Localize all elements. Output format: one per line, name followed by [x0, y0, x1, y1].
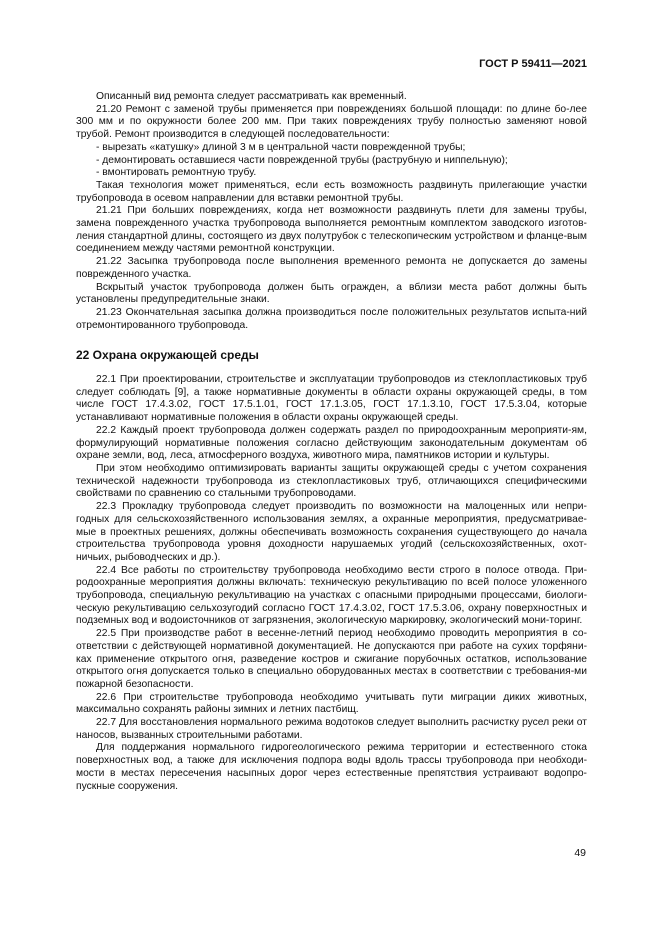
- section-paragraphs: [76, 374, 587, 793]
- paragraph: Для поддержания нормального гидрогеологического режима территории и естественного стока поверхностных вод, а также для исключения подпора воды вдоль трассы трубопровода при необходи-мости в местах пересечения насыпных дорог через естественные препятствия устраивают водопро-пускные сооружения.: [76, 742, 587, 792]
- top-paragraphs: [76, 91, 587, 332]
- paragraph: 22.2 Каждый проект трубопровода должен содержать раздел по природоохранным мероприяти-ям, формулирующий нормативные положения согласно действующим законодательным документам об охране земли, вод, леса, атмосферного воздуха, животного мира, памятников истории и культуры.: [76, 424, 587, 462]
- paragraph: - демонтировать оставшиеся части поврежденной трубы (раструбную и ниппельную);: [96, 154, 508, 166]
- paragraph: 22.3 Прокладку трубопровода следует производить по возможности на малоценных или непри-годных для сельскохозяйственного использования землях, а охранные мероприятия, предусматривае-мые в проектных решениях, должны обеспечивать возможность сохранения существующего до начала строительства трубопровода уровня доходности нарушаемых угодий (сельскохозяйственных, охот-ничьих, рыбоводческих и др.).: [76, 501, 587, 563]
- paragraph: 22.1 При проектировании, строительстве и эксплуатации трубопроводов из стеклопластиковых труб следует соблюдать [9], а также нормативные документы в области охраны окружающей среды, в том числе ГОСТ 17.4.3.02, ГОСТ 17.5.1.01, ГОСТ 17.1.3.05, ГОСТ 17.1.3.10, ГОСТ 17.5.3.04, которые устанавливают нормативные положения в области охраны окружающей среды.: [76, 374, 587, 424]
- paragraph: 22.4 Все работы по строительству трубопровода необходимо вести строго в полосе отвода. При-родоохранные мероприятия должны включать: техническую рекультивацию по всей полосе уложенного трубопровода, специальную рекультивацию на участках с опасными природными процессами, биологи-ческую рекультивацию сельхозугодий согласно ГОСТ 17.4.3.02, ГОСТ 17.5.3.06, охрану поверхностных и подземных вод и водоисточников от загрязнения, экологическую маркировку, экологический мони-торинг.: [76, 564, 587, 627]
- paragraph: - вырезать «катушку» длиной 3 м в центральной части поврежденной трубы;: [96, 141, 466, 153]
- paragraph: - вмонтировать ремонтную трубу.: [96, 167, 257, 179]
- page-number: 49: [574, 847, 586, 859]
- document-body: [76, 91, 587, 793]
- paragraph: 22.7 Для восстановления нормального режима водотоков следует выполнить расчистку русел реки от наносов, вызванных строительными работами.: [76, 717, 587, 741]
- paragraph: 22.5 При производстве работ в весенне-летний период необходимо проводить мероприятия в со-ответствии с действующей нормативной документацией. Не допускаются при работе на сухих торфяни-ках применение открытого огня, разведение костров и сжигание порубочных остатков, использование открытого огня допускается только в специально оборудованных местах в соответствии с требования-ми пожарной безопасности.: [76, 628, 587, 690]
- paragraph: Вскрытый участок трубопровода должен быть огражден, а вблизи места работ должны быть установлены предупредительные знаки.: [76, 281, 587, 306]
- paragraph: 22.6 При строительстве трубопровода необходимо учитывать пути миграции диких животных, максимально сохранять районы зимних и летних пастбищ.: [76, 691, 587, 716]
- paragraph: 21.22 Засыпка трубопровода после выполнения временного ремонта не допускается до замены поврежденного участка.: [76, 256, 587, 280]
- section-title: 22 Охрана окружающей среды: [76, 348, 259, 363]
- paragraph: Такая технология может применяться, если есть возможность раздвинуть прилегающие участки трубопровода в осевом направлении для вставки ремонтной трубы.: [76, 179, 587, 204]
- paragraph: 21.23 Окончательная засыпка должна производиться после положительных результатов испыта-ний отремонтированного трубопровода.: [76, 306, 587, 331]
- paragraph: 21.21 При больших повреждениях, когда нет возможности раздвинуть плети для замены трубы, замена поврежденного участка трубопровода выполняется ремонтным комплектом заводского изготов-ления стандартной длины, состоящего из двух полутрубок с телескопическим устройством и фланце-вым соединением между частями ремонтной конструкции.: [76, 205, 587, 255]
- paragraph: Описанный вид ремонта следует рассматривать как временный.: [96, 91, 407, 102]
- document-code: ГОСТ Р 59411—2021: [479, 58, 587, 70]
- paragraph: 21.20 Ремонт с заменой трубы применяется при повреждениях большой площади: по длине бо-лее 300 мм и по окружности более 200 мм. При таких повреждениях трубу полностью заменяют новой трубой. Ремонт производится в следующей последовательности:: [76, 103, 587, 141]
- paragraph: При этом необходимо оптимизировать варианты защиты окружающей среды с учетом сохранения технической надежности трубопровода из стеклопластиковых труб, отличающихся специфическими свойствами по сравнению со стальными трубопроводами.: [76, 462, 587, 500]
